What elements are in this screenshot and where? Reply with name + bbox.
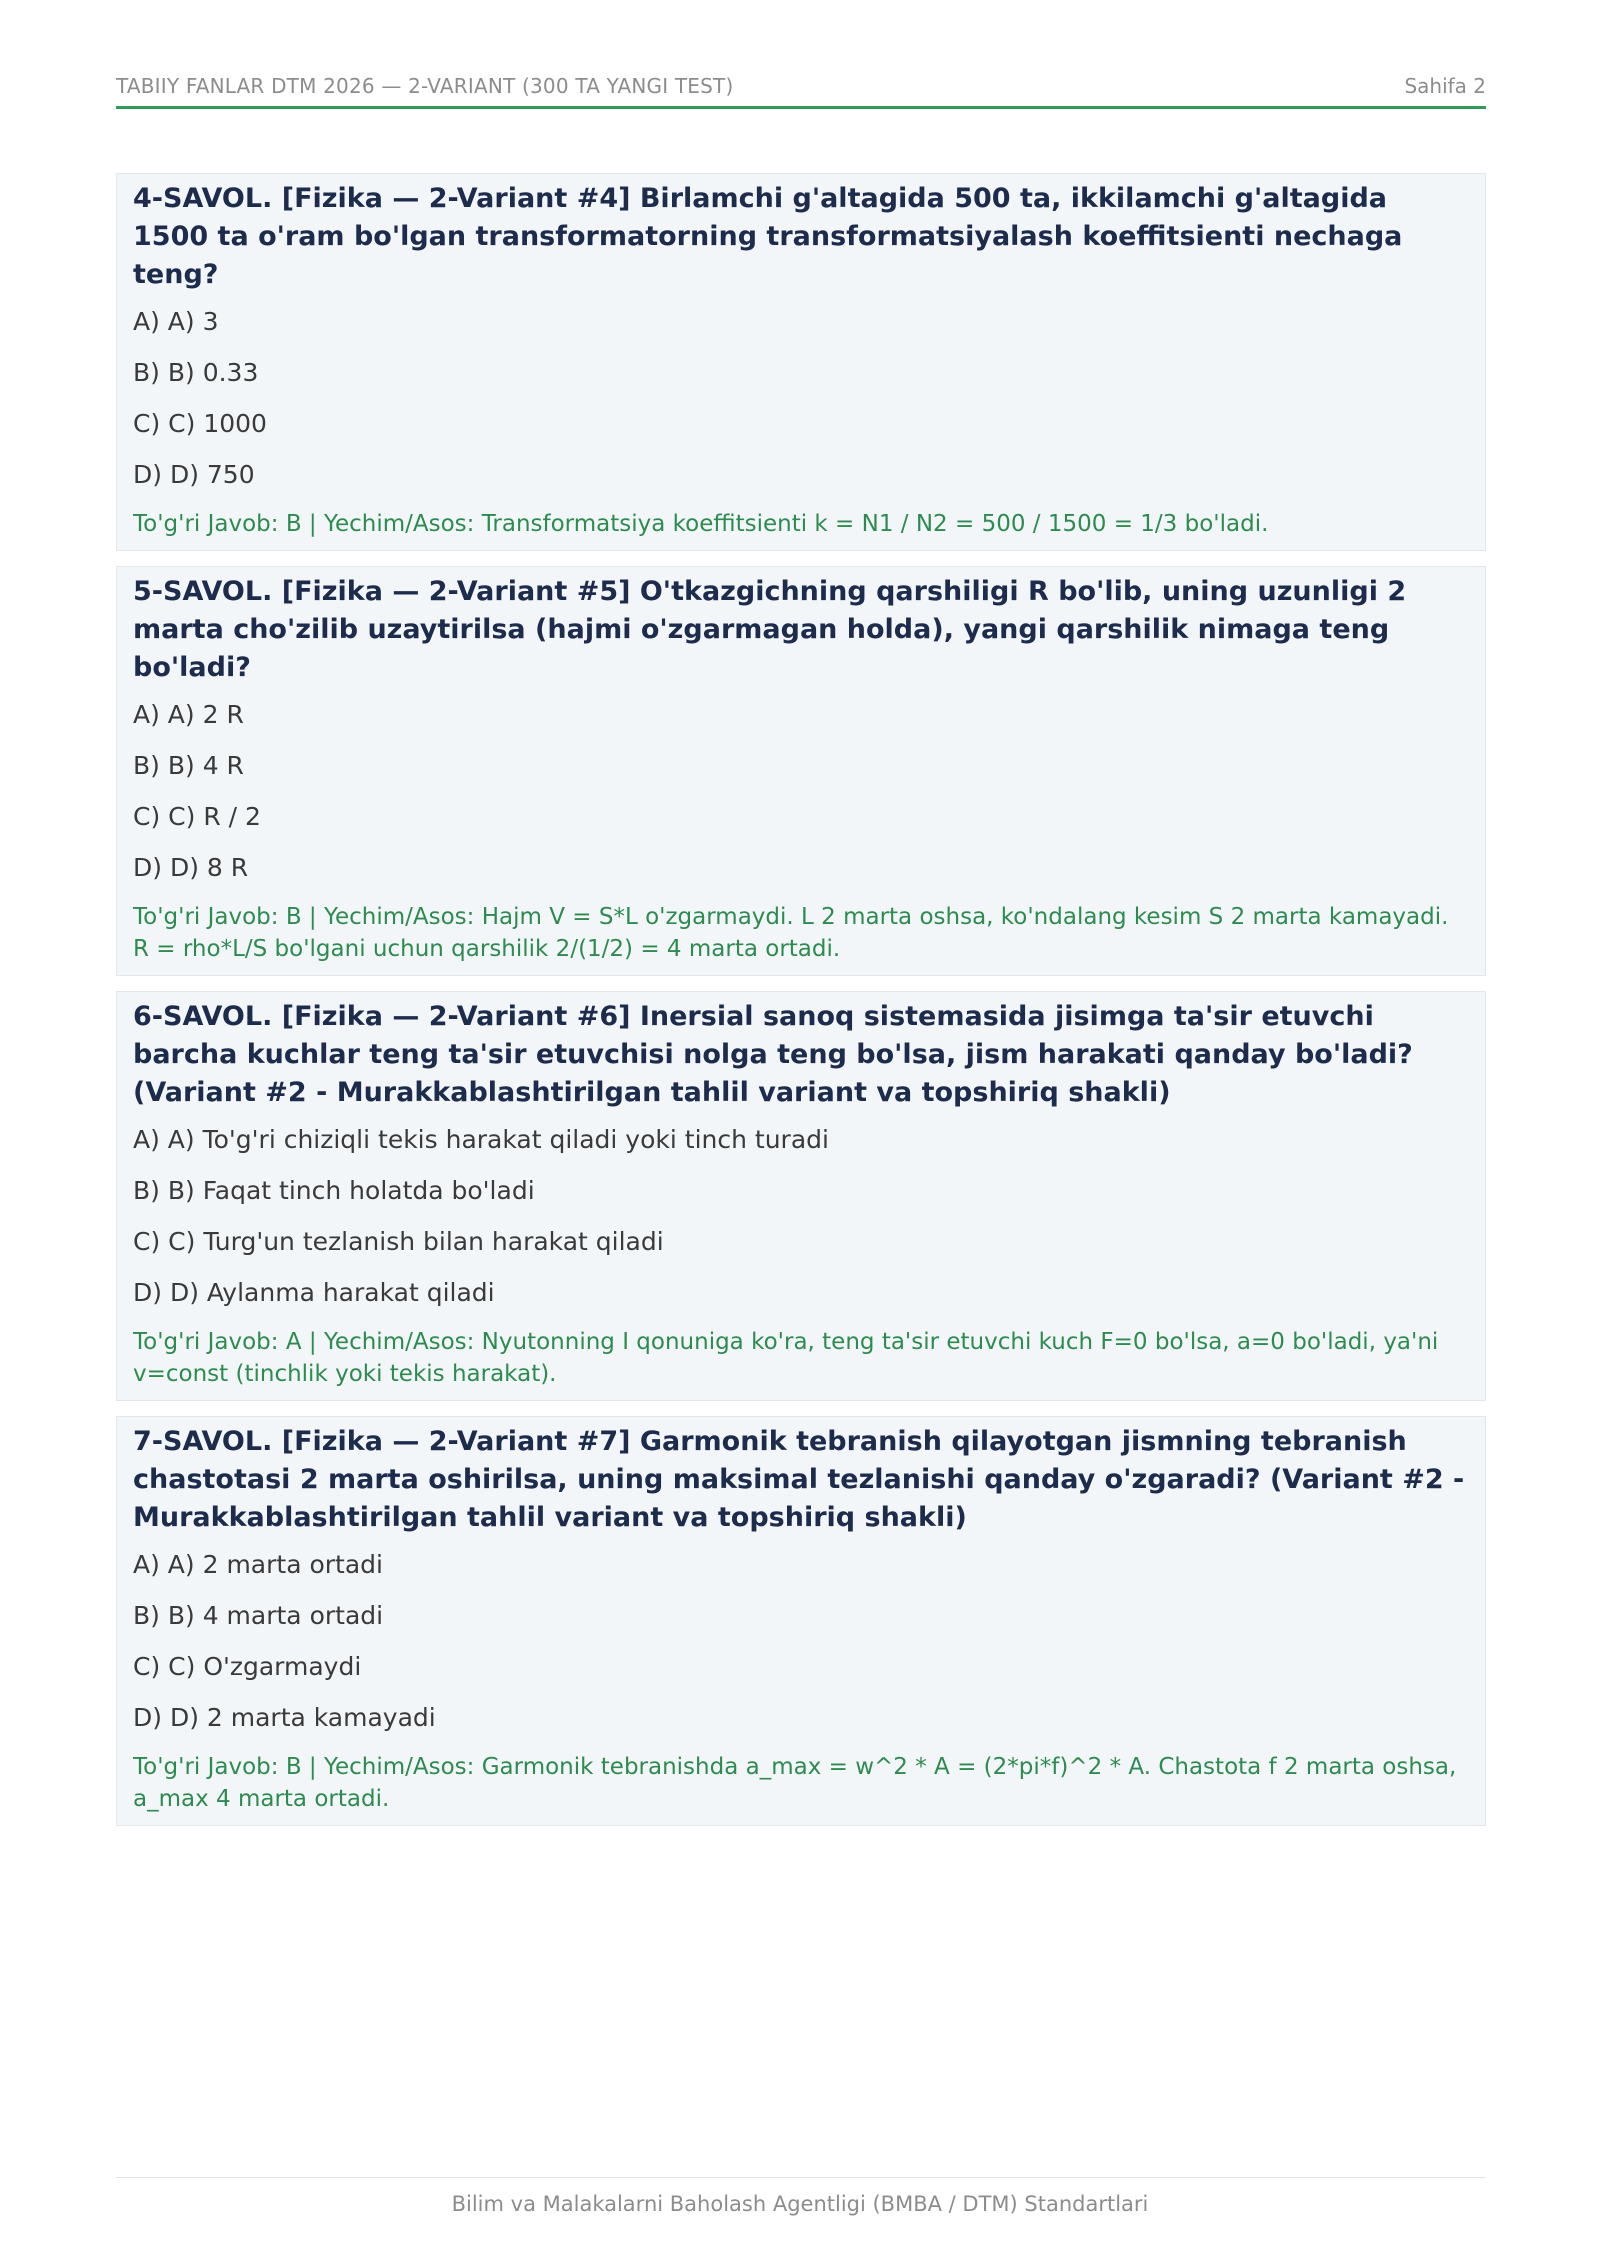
option-c: C) C) O'zgarmaydi <box>133 1652 362 1681</box>
question-card <box>116 991 1486 1401</box>
question-card <box>116 1416 1486 1826</box>
option-d: D) D) 2 marta kamayadi <box>133 1703 436 1732</box>
footer-text: Bilim va Malakalarni Baholash Agentligi (BMBA / DTM) Standartlari <box>451 2192 1149 2216</box>
option-b: B) B) 0.33 <box>133 358 259 387</box>
question-list <box>116 173 1486 1841</box>
option-a: A) A) 2 R <box>133 700 244 729</box>
option-b: B) B) Faqat tinch holatda bo'ladi <box>133 1176 535 1205</box>
option-d: D) D) Aylanma harakat qiladi <box>133 1278 495 1307</box>
question-card <box>116 173 1486 551</box>
option-a: A) A) To'g'ri chiziqli tekis harakat qiladi yoki tinch turadi <box>133 1125 829 1154</box>
question-text: 7-SAVOL. [Fizika — 2-Variant #7] Garmonik tebranish qilayotgan jismning tebranish chastotasi 2 marta oshirilsa, uning maksimal tezlanishi qanday o'zgaradi? (Variant #2 - Murakkablashtirilgan tahlil variant va topshiriq shakli) <box>133 1426 1465 1533</box>
question-text: 4-SAVOL. [Fizika — 2-Variant #4] Birlamchi g'altagida 500 ta, ikkilamchi g'altagida 1500 ta o'ram bo'lgan transformatorning transformatsiyalash koeffitsienti nechaga teng? <box>133 183 1403 290</box>
page-number: Sahifa 2 <box>1404 74 1486 98</box>
document-title: TABIIY FANLAR DTM 2026 — 2-VARIANT (300 TA YANGI TEST) <box>116 74 734 98</box>
option-d: D) D) 750 <box>133 460 255 489</box>
option-b: B) B) 4 marta ortadi <box>133 1601 384 1630</box>
answer-explanation: To'g'ri Javob: B | Yechim/Asos: Hajm V = S*L o'zgarmaydi. L 2 marta oshsa, ko'ndalang kesim S 2 marta kamayadi. R = rho*L/S bo'lgani uchun qarshilik 2/(1/2) = 4 marta ortadi. <box>133 904 1449 962</box>
option-b: B) B) 4 R <box>133 751 244 780</box>
option-a: A) A) 3 <box>133 307 219 336</box>
option-c: C) C) R / 2 <box>133 802 261 831</box>
question-text: 6-SAVOL. [Fizika — 2-Variant #6] Inersial sanoq sistemasida jisimga ta'sir etuvchi barcha kuchlar teng ta'sir etuvchisi nolga teng bo'lsa, jism harakati qanday bo'ladi? (Variant #2 - Murakkablashtirilgan tahlil variant va topshiriq shakli) <box>133 1001 1413 1108</box>
footer-divider <box>116 2177 1486 2178</box>
question-card <box>116 566 1486 976</box>
answer-explanation: To'g'ri Javob: B | Yechim/Asos: Garmonik tebranishda a_max = w^2 * A = (2*pi*f)^2 * A. Chastota f 2 marta oshsa, a_max 4 marta ortadi. <box>133 1754 1457 1812</box>
option-d: D) D) 8 R <box>133 853 249 882</box>
page-header <box>116 72 1486 109</box>
option-a: A) A) 2 marta ortadi <box>133 1550 383 1579</box>
answer-explanation: To'g'ri Javob: A | Yechim/Asos: Nyutonning I qonuniga ko'ra, teng ta'sir etuvchi kuch F=0 bo'lsa, a=0 bo'ladi, ya'ni v=const (tinchlik yoki tekis harakat). <box>133 1329 1439 1387</box>
option-c: C) C) Turg'un tezlanish bilan harakat qiladi <box>133 1227 664 1256</box>
answer-explanation: To'g'ri Javob: B | Yechim/Asos: Transformatsiya koeffitsienti k = N1 / N2 = 500 / 1500 = 1/3 bo'ladi. <box>133 511 1269 537</box>
option-c: C) C) 1000 <box>133 409 267 438</box>
question-text: 5-SAVOL. [Fizika — 2-Variant #5] O'tkazgichning qarshiligi R bo'lib, uning uzunligi 2 marta cho'zilib uzaytirilsa (hajmi o'zgarmagan holda), yangi qarshilik nimaga teng bo'ladi? <box>133 576 1407 683</box>
